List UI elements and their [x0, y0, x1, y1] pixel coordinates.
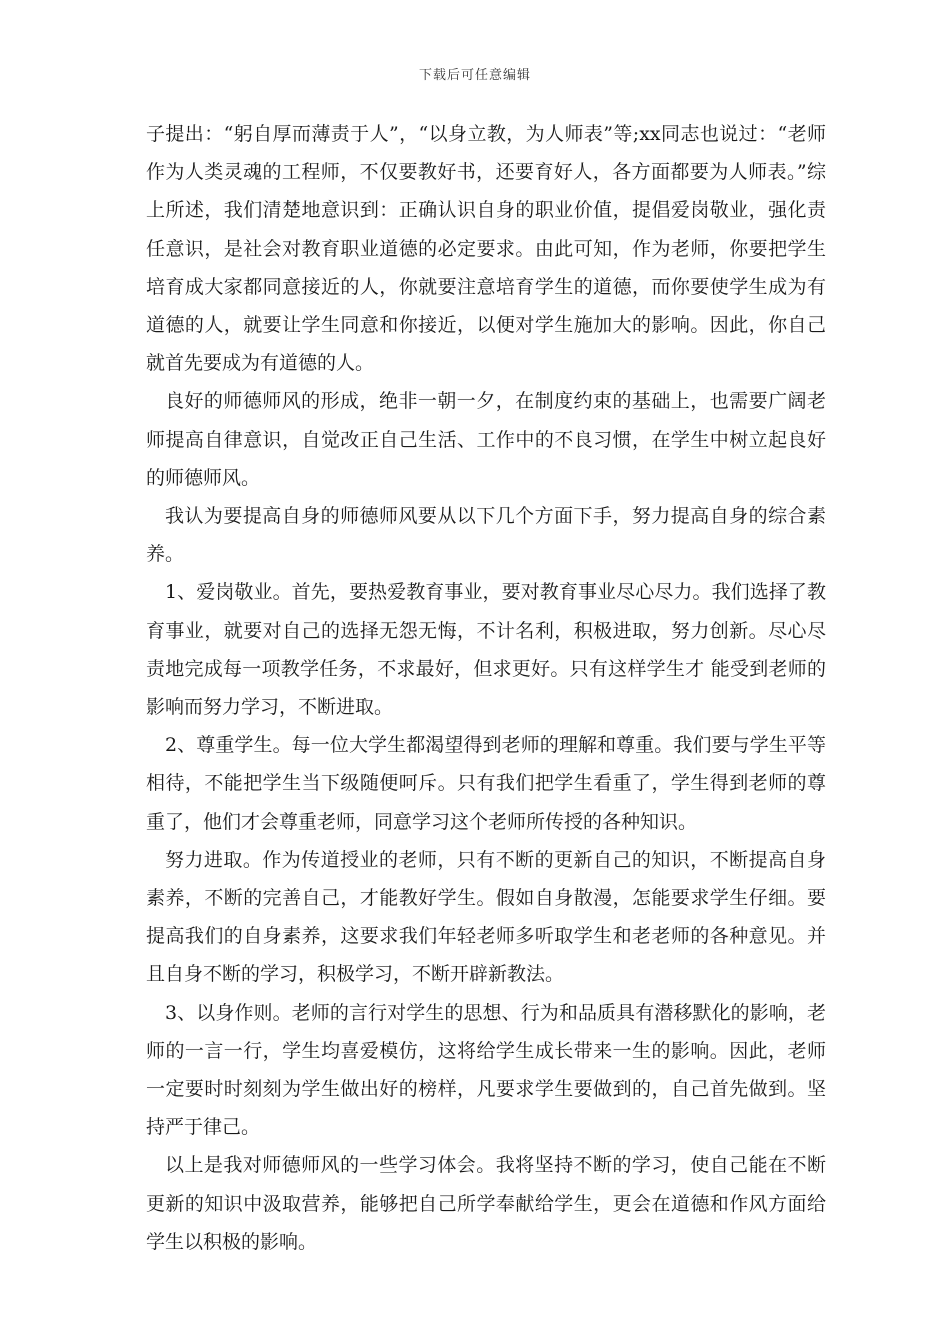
paragraph-point-3: 3、以身作则。老师的言行对学生的思想、行为和品质具有潜移默化的影响，老师的一言一行，学生均喜爱模仿，这将给学生成长带来一生的影响。因此，老师一定要时时刻刻为学生做出好的榜样，凡要求学生要做到的，自己首先做到。坚持严于律己。 — [146, 1001, 826, 1139]
page-header: 下载后可任意编辑 — [418, 68, 531, 83]
paragraph-strive: 努力进取。作为传道授业的老师，只有不断的更新自己的知识，不断提高自身素养，不断的完善自己，才能教好学生。假如自身散漫，怎能要求学生仔细。要提高我们的自身素养，这要求我们年轻老师多听取学生和老老师的各种意见。并且自身不断的学习，积极学习，不断开辟新教法。 — [146, 848, 826, 986]
paragraph-intro-continuation: 子提出：“躬自厚而薄责于人”，“以身立教，为人师表”等;xx同志也说过：“老师作为人类灵魂的工程师，不仅要教好书，还要育好人，各方面都要为人师表。”综上所述，我们清楚地意识到：正确认识自身的职业价值，提倡爱岗敬业，强化责任意识，是社会对教育职业道德的必定要求。由此可知，作为老师，你要把学生培育成大家都同意接近的人，你就要注意培育学生的道德，而你要使学生成为有道德的人，就要让学生同意和你接近，以便对学生施加大的影响。因此，你自己就首先要成为有道德的人。 — [146, 123, 826, 375]
paragraph-aspects-intro: 我认为要提高自身的师德师风要从以下几个方面下手，努力提高自身的综合素养。 — [146, 505, 826, 566]
paragraph-good-ethics: 良好的师德师风的形成，绝非一朝一夕，在制度约束的基础上，也需要广阔老师提高自律意识，自觉改正自己生活、工作中的不良习惯，在学生中树立起良好的师德师风。 — [146, 390, 826, 489]
paragraph-point-1: 1、爱岗敬业。首先，要热爱教育事业，要对教育事业尽心尽力。我们选择了教育事业，就要对自己的选择无怨无悔，不计名利，积极进取，努力创新。尽心尽责地完成每一项教学任务，不求最好，但求更好。只有这样学生才 能受到老师的影响而努力学习，不断进取。 — [146, 581, 826, 719]
document-body — [146, 115, 826, 1261]
paragraph-point-2: 2、尊重学生。每一位大学生都渴望得到老师的理解和尊重。我们要与学生平等相待，不能把学生当下级随便呵斥。只有我们把学生看重了，学生得到老师的尊重了，他们才会尊重老师，同意学习这个老师所传授的各种知识。 — [146, 734, 826, 833]
paragraph-conclusion: 以上是我对师德师风的一些学习体会。我将坚持不断的学习，使自己能在不断更新的知识中汲取营养，能够把自己所学奉献给学生，更会在道德和作风方面给学生以积极的影响。 — [146, 1154, 826, 1253]
